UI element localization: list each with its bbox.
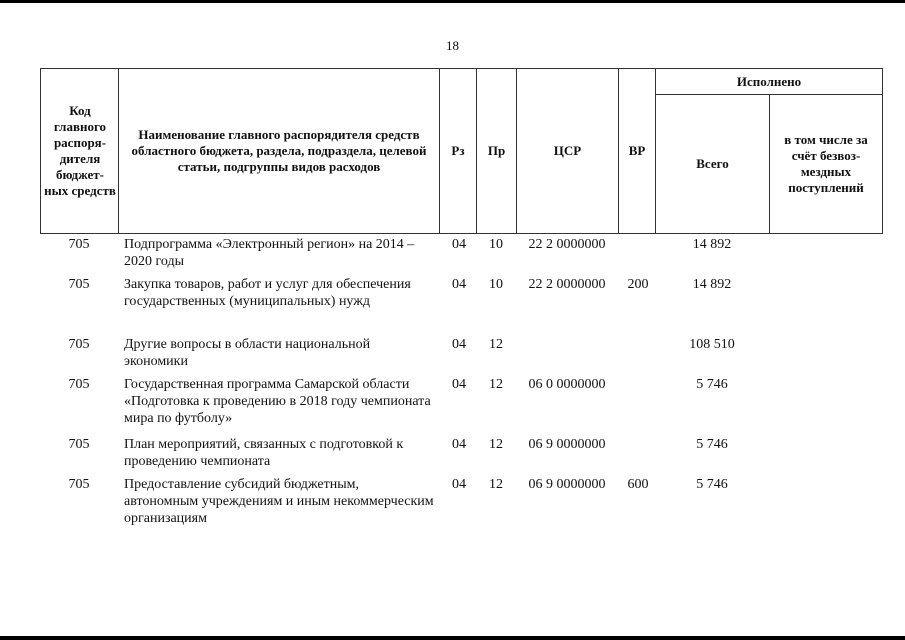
cell-rz: 04 — [452, 337, 466, 352]
top-border — [0, 0, 905, 3]
bottom-border — [0, 636, 905, 640]
cell-csr: 22 2 0000000 — [528, 277, 606, 292]
cell-name: Предоставление субсидий бюджетным, автономным учреждениям и иным некоммерческим организациям — [124, 477, 434, 526]
cell-name: План мероприятий, связанных с подготовкой к проведению чемпионата — [124, 437, 404, 469]
header-divider — [769, 94, 770, 234]
header-top-line — [40, 68, 883, 69]
header-name: Наименование главного распорядителя средств областного бюджета, раздела, подраздела, целевой статьи, подгруппы видов расходов — [131, 127, 427, 174]
cell-total: 14 892 — [692, 277, 732, 292]
cell-vr: 200 — [627, 277, 649, 292]
cell-total: 108 510 — [689, 337, 735, 352]
cell-csr: 22 2 0000000 — [528, 237, 606, 252]
cell-name: Государственная программа Самарской области «Подготовка к проведению в 2018 году чемпионата мира по футболу» — [124, 377, 431, 426]
cell-code: 705 — [68, 477, 90, 492]
cell-pr: 10 — [489, 277, 503, 292]
cell-code: 705 — [68, 437, 90, 452]
cell-rz: 04 — [452, 377, 466, 392]
cell-total: 5 746 — [696, 377, 728, 392]
header-total: Всего — [696, 156, 729, 171]
cell-pr: 12 — [489, 477, 503, 492]
header-divider — [118, 68, 119, 234]
cell-code: 705 — [68, 277, 90, 292]
cell-name: Закупка товаров, работ и услуг для обеспечения государственных (муниципальных) нужд — [124, 277, 411, 309]
cell-csr: 06 0 0000000 — [528, 377, 606, 392]
cell-name: Другие вопросы в области национальной экономики — [124, 337, 371, 369]
header-vr: ВР — [628, 143, 646, 158]
header-executed: Исполнено — [736, 74, 802, 89]
header-bottom-line — [40, 233, 883, 234]
cell-vr: 600 — [627, 477, 649, 492]
cell-pr: 12 — [489, 337, 503, 352]
cell-code: 705 — [68, 377, 90, 392]
cell-csr: 06 9 0000000 — [528, 477, 606, 492]
header-divider — [882, 68, 883, 234]
header-including: в том числе за счёт безвоз-мездных поступлений — [784, 132, 868, 195]
cell-rz: 04 — [452, 477, 466, 492]
cell-name: Подпрограмма «Электронный регион» на 2014 – 2020 годы — [124, 237, 415, 269]
cell-rz: 04 — [452, 437, 466, 452]
cell-pr: 12 — [489, 377, 503, 392]
cell-total: 14 892 — [692, 237, 732, 252]
header-csr: ЦСР — [553, 143, 582, 158]
cell-csr: 06 9 0000000 — [528, 437, 606, 452]
cell-code: 705 — [68, 337, 90, 352]
cell-pr: 10 — [489, 237, 503, 252]
header-rz: Рз — [451, 143, 465, 158]
header-pr: Пр — [487, 143, 506, 158]
cell-pr: 12 — [489, 437, 503, 452]
cell-rz: 04 — [452, 277, 466, 292]
header-divider — [40, 68, 41, 234]
cell-code: 705 — [68, 237, 90, 252]
cell-rz: 04 — [452, 237, 466, 252]
header-code: Код главного распоря-дителя бюджет-ных средств — [44, 103, 116, 198]
cell-total: 5 746 — [696, 437, 728, 452]
cell-total: 5 746 — [696, 477, 728, 492]
page-number: 18 — [446, 38, 459, 53]
